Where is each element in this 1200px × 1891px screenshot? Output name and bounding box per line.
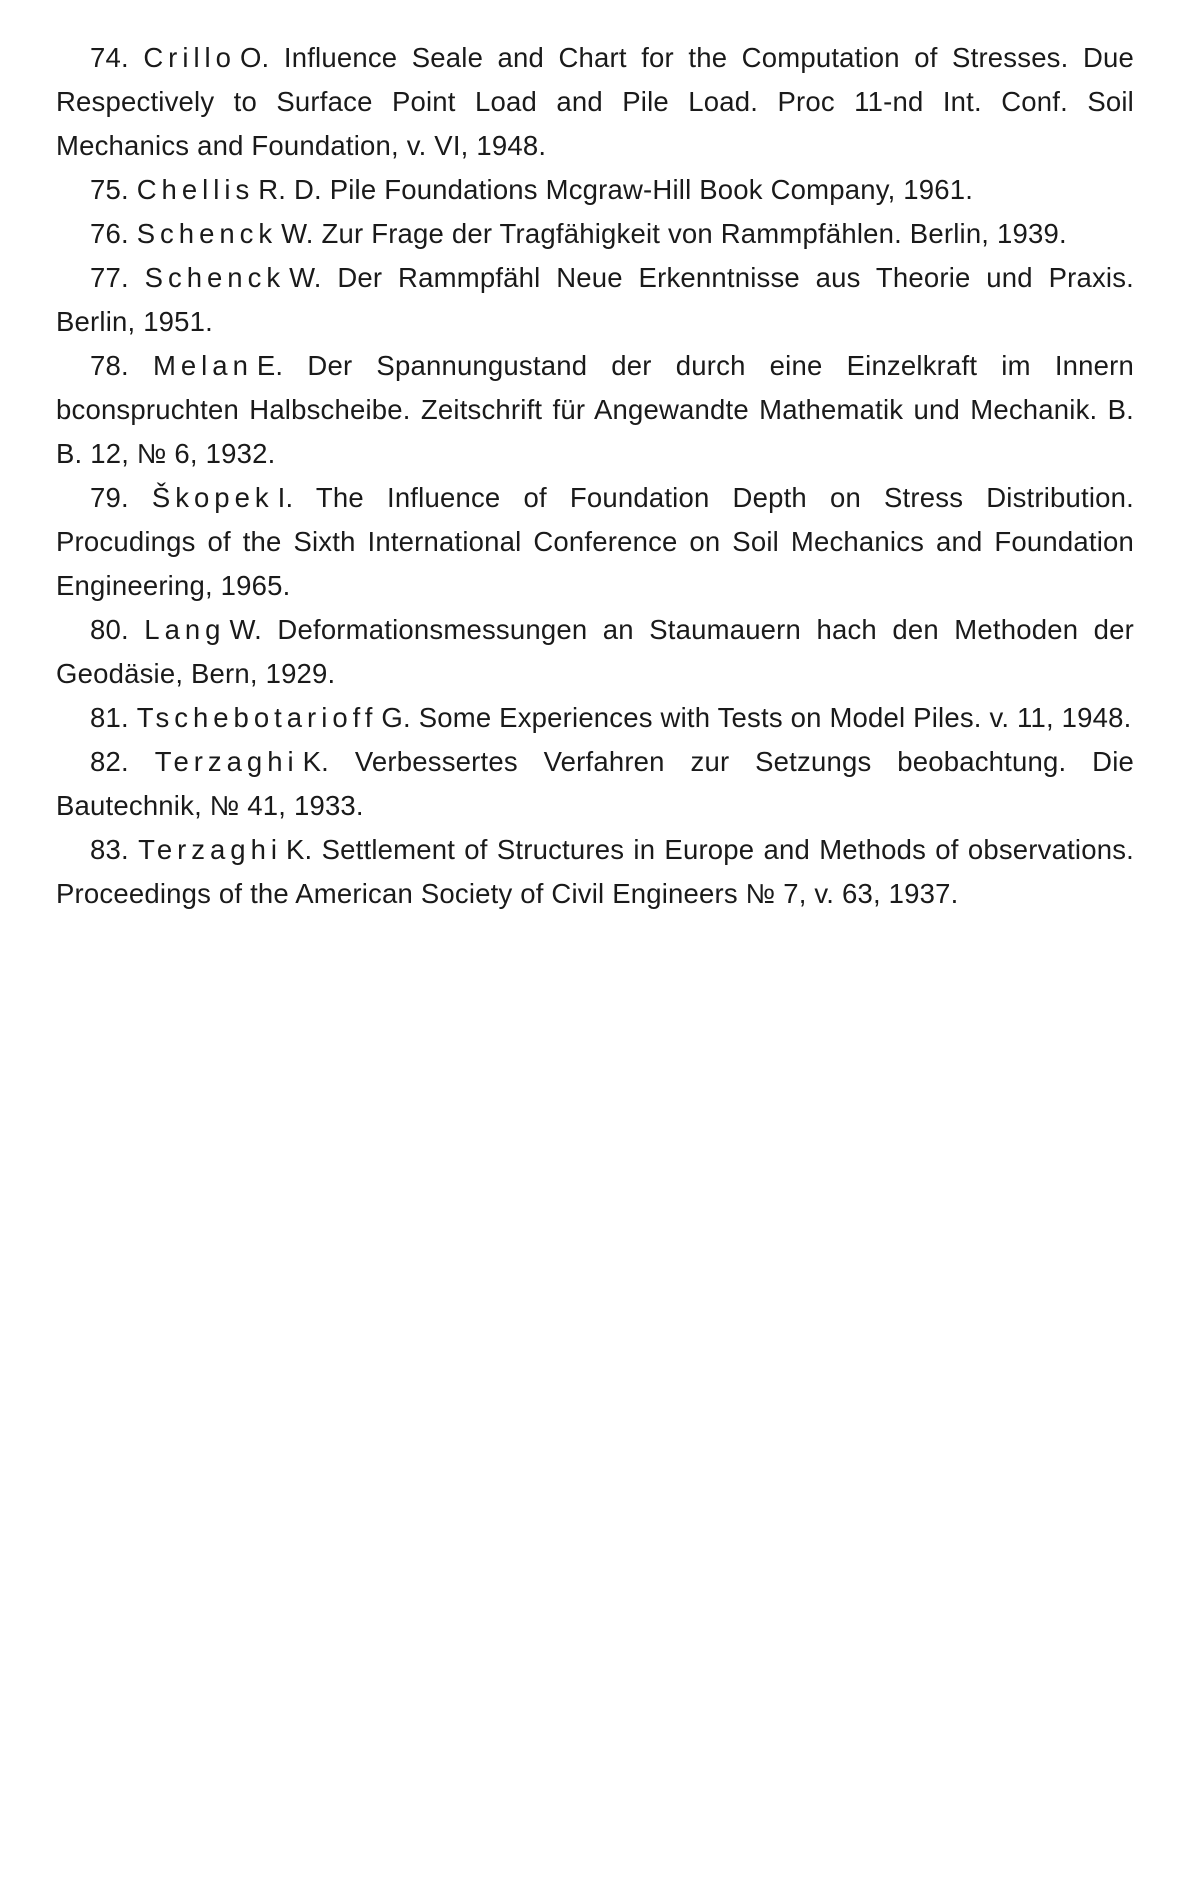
reference-entry	[56, 344, 1134, 476]
reference-author: Crillo	[143, 42, 236, 73]
reference-author: Schenck	[144, 262, 286, 293]
reference-initials: W.	[281, 218, 314, 249]
reference-entry	[56, 212, 1134, 256]
reference-entry	[56, 828, 1134, 916]
reference-text: Der Rammpfähl Neue Erkenntnisse aus Theorie und Praxis. Berlin, 1951.	[56, 262, 1135, 337]
reference-number: 81.	[90, 702, 129, 733]
reference-text: The Influence of Foundation Depth on Stress Distribution. Procudings of the Sixth International Conference on Soil Mechanics and Foundation Engineering, 1965.	[56, 482, 1135, 601]
reference-entry	[56, 36, 1134, 168]
reference-author: Chellis	[136, 174, 255, 205]
reference-text: Pile Foundations Mcgraw-Hill Book Company, 1961.	[329, 174, 974, 205]
reference-text: Settlement of Structures in Europe and Methods of observations. Proceedings of the American Society of Civil Engineers № 7, v. 63, 1937.	[56, 834, 1134, 909]
reference-number: 76.	[90, 218, 129, 249]
reference-number: 83.	[90, 834, 129, 865]
reference-text: Deformationsmessungen an Staumauern hach den Methoden der Geodäsie, Bern, 1929.	[56, 614, 1134, 689]
reference-author: Terzaghi	[138, 834, 283, 865]
reference-number: 80.	[90, 614, 129, 645]
reference-entry	[56, 696, 1134, 740]
reference-author: Schenck	[136, 218, 278, 249]
reference-number: 78.	[90, 350, 129, 381]
reference-author: Melan	[152, 350, 253, 381]
reference-author: Lang	[144, 614, 226, 645]
reference-initials: W.	[229, 614, 262, 645]
reference-author: Škopek	[151, 482, 274, 513]
reference-initials: G.	[381, 702, 411, 733]
reference-number: 82.	[90, 746, 129, 777]
reference-entry	[56, 476, 1134, 608]
reference-text: Zur Frage der Tragfähigkeit von Rammpfählen. Berlin, 1939.	[321, 218, 1067, 249]
reference-initials: E.	[256, 350, 284, 381]
reference-initials: R. D.	[258, 174, 322, 205]
reference-text: Influence Seale and Chart for the Computation of Stresses. Due Respectively to Surface Point Load and Pile Load. Proc 11-nd Int. Conf. Soil Mechanics and Foundation, v. VI, 1948.	[56, 42, 1134, 161]
reference-text: Some Experiences with Tests on Model Piles. v. 11, 1948.	[418, 702, 1132, 733]
reference-text: Verbessertes Verfahren zur Setzungs beobachtung. Die Bautechnik, № 41, 1933.	[56, 746, 1134, 821]
reference-number: 74.	[90, 42, 129, 73]
reference-entry	[56, 740, 1134, 828]
reference-initials: I.	[277, 482, 294, 513]
reference-author: Terzaghi	[154, 746, 299, 777]
reference-initials: W.	[289, 262, 322, 293]
reference-text: Der Spannungustand der durch eine Einzelkraft im Innern bconspruchten Halbscheibe. Zeitschrift für Angewandte Mathematik und Mechanik. B. B. 12, № 6, 1932.	[56, 350, 1135, 469]
reference-number: 79.	[90, 482, 129, 513]
reference-author: Tschebotarioff	[136, 702, 378, 733]
reference-initials: O.	[239, 42, 270, 73]
reference-entry	[56, 608, 1134, 696]
reference-initials: K.	[286, 834, 313, 865]
reference-initials: K.	[302, 746, 330, 777]
reference-list	[56, 36, 1134, 916]
reference-number: 75.	[90, 174, 129, 205]
reference-entry	[56, 168, 1134, 212]
reference-entry	[56, 256, 1134, 344]
reference-number: 77.	[90, 262, 129, 293]
